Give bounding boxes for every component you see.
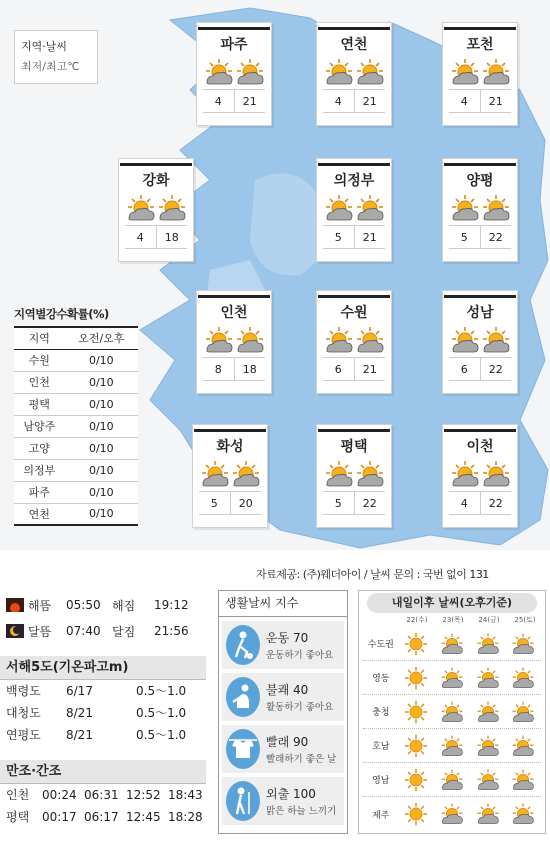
index-label: 불쾌 40 — [266, 683, 309, 697]
sun-cloud-icon — [157, 193, 187, 223]
max-temp: 22 — [488, 231, 503, 244]
tide-time: 12:52 — [126, 788, 161, 802]
sun-cloud-icon — [355, 325, 385, 355]
life-weather-index-panel — [218, 590, 348, 834]
sunrise-label: 해뜸 — [28, 598, 52, 613]
region-cell: 평택 — [14, 393, 65, 415]
island-name: 대청도 — [6, 706, 41, 720]
city-card-seongnam — [442, 290, 518, 394]
moonrise-label: 달뜸 — [28, 624, 52, 639]
sun-cloud-icon — [440, 734, 464, 758]
sun-cloud-icon — [235, 57, 265, 87]
region-cell: 고양 — [14, 437, 65, 459]
island-temp: 8/21 — [66, 706, 93, 720]
region-cell: 수원 — [14, 349, 65, 371]
table-row — [0, 680, 206, 702]
sun-cloud-icon — [324, 57, 354, 87]
index-label: 빨래 90 — [266, 735, 309, 749]
moonset-time: 21:56 — [154, 624, 189, 638]
sun-cloud-icon — [355, 193, 385, 223]
list-item — [222, 725, 344, 773]
tide-title: 만조·간조 — [0, 760, 206, 784]
index-label: 외출 100 — [266, 787, 316, 801]
min-temp: 4 — [323, 90, 355, 112]
list-item — [222, 621, 344, 669]
sun-cloud-icon — [440, 632, 464, 656]
table-row — [14, 415, 138, 437]
table-row — [363, 661, 541, 695]
rain-probability-title: 지역별강수확률(%) — [14, 307, 109, 321]
city-name: 연천 — [318, 27, 390, 54]
list-item — [222, 673, 344, 721]
city-name: 이천 — [444, 429, 516, 456]
region-name: 수도권 — [367, 640, 394, 650]
value-cell: 0/10 — [65, 437, 138, 459]
min-temp: 8 — [203, 358, 235, 380]
region-cell: 의정부 — [14, 459, 65, 481]
table-row — [14, 459, 138, 481]
max-temp: 22 — [488, 363, 503, 376]
city-name: 평택 — [318, 429, 390, 456]
sun-cloud-icon — [476, 802, 500, 826]
rain-probability-panel — [14, 306, 138, 526]
island-wave: 0.5～1.0 — [136, 706, 187, 720]
tide-time: 00:24 — [42, 788, 77, 802]
min-temp: 5 — [199, 492, 231, 514]
moonrise-time: 07:40 — [66, 624, 101, 638]
value-cell: 0/10 — [65, 371, 138, 393]
sunrise-time: 05:50 — [66, 598, 101, 612]
city-card-hwaseong — [192, 424, 268, 528]
sun-icon — [404, 700, 428, 724]
sun-cloud-icon — [511, 734, 535, 758]
value-cell: 0/10 — [65, 349, 138, 371]
table-row — [14, 349, 138, 371]
sun-cloud-icon — [511, 802, 535, 826]
sun-cloud-icon — [440, 666, 464, 690]
date-label: 24(금) — [478, 616, 500, 624]
city-card-uijeongbu — [316, 158, 392, 262]
island-wave: 0.5～1.0 — [136, 728, 187, 742]
tide-time: 18:43 — [168, 788, 203, 802]
min-temp: 5 — [323, 492, 355, 514]
sun-moon-sea-tide-panel — [0, 592, 206, 828]
table-row — [14, 481, 138, 503]
table-row — [0, 724, 206, 746]
city-name: 의정부 — [318, 163, 390, 190]
sun-icon — [404, 768, 428, 792]
region-name: 제주 — [372, 810, 390, 821]
max-temp: 18 — [242, 363, 257, 376]
sun-cloud-icon — [200, 459, 230, 489]
header-am-pm: 오전/오후 — [65, 327, 138, 349]
date-label: 23(목) — [442, 616, 464, 624]
max-temp: 22 — [362, 497, 377, 510]
city-name: 화성 — [194, 429, 266, 456]
min-temp: 6 — [449, 358, 481, 380]
sun-cloud-icon — [440, 700, 464, 724]
table-row — [14, 437, 138, 459]
region-name: 충청 — [372, 708, 390, 718]
date-label: 22(수) — [406, 616, 428, 624]
date-label: 25(토) — [514, 616, 536, 624]
region-cell: 인천 — [14, 371, 65, 393]
max-temp: 18 — [164, 231, 179, 244]
sun-cloud-icon — [450, 193, 480, 223]
max-temp: 22 — [488, 497, 503, 510]
sun-cloud-icon — [476, 666, 500, 690]
index-label: 운동 70 — [266, 631, 309, 645]
city-name: 강화 — [120, 163, 192, 190]
city-name: 수원 — [318, 295, 390, 322]
island-temp: 8/21 — [66, 728, 93, 742]
discomfort-icon — [229, 682, 257, 712]
min-temp: 5 — [449, 226, 481, 248]
sun-cloud-icon — [476, 734, 500, 758]
value-cell: 0/10 — [65, 459, 138, 481]
city-name: 양평 — [444, 163, 516, 190]
index-desc: 운동하기 좋아요 — [266, 650, 334, 661]
sun-icon — [404, 802, 428, 826]
sun-icon — [404, 632, 428, 656]
min-temp: 4 — [449, 90, 481, 112]
moonrise-icon — [6, 624, 24, 638]
min-temp: 4 — [125, 226, 157, 248]
sun-cloud-icon — [511, 666, 535, 690]
index-desc: 활동하기 좋아요 — [266, 702, 334, 713]
min-temp: 6 — [323, 358, 355, 380]
max-temp: 21 — [242, 95, 257, 108]
sun-row — [0, 592, 206, 618]
region-cell: 연천 — [14, 503, 65, 525]
sun-cloud-icon — [324, 325, 354, 355]
index-desc: 맑은 하늘 느끼기 — [266, 806, 337, 817]
table-row — [363, 763, 541, 797]
sun-cloud-icon — [231, 459, 261, 489]
sun-cloud-icon — [481, 325, 511, 355]
soccer-icon — [229, 630, 257, 660]
city-card-pocheon — [442, 22, 518, 126]
city-name: 성남 — [444, 295, 516, 322]
max-temp: 21 — [362, 363, 377, 376]
list-item — [222, 777, 344, 825]
island-name: 연평도 — [6, 728, 41, 742]
sun-cloud-icon — [204, 57, 234, 87]
sun-cloud-icon — [355, 57, 385, 87]
max-temp: 21 — [488, 95, 503, 108]
tomorrow-title: 내일이후 날씨(오후기준) — [367, 593, 537, 613]
outing-icon — [229, 786, 257, 816]
city-card-incheon — [196, 290, 272, 394]
city-name: 파주 — [198, 27, 270, 54]
table-row — [14, 393, 138, 415]
city-card-suwon — [316, 290, 392, 394]
table-row — [363, 729, 541, 763]
legend-title: 지역·날씨 — [21, 40, 68, 53]
sun-icon — [404, 734, 428, 758]
city-name: 인천 — [198, 295, 270, 322]
sun-cloud-icon — [476, 768, 500, 792]
table-row — [14, 503, 138, 525]
min-temp: 5 — [323, 226, 355, 248]
sun-cloud-icon — [450, 57, 480, 87]
moonset-label: 달짐 — [112, 624, 136, 639]
data-source-note: 자료제공: (주)웨더아이 / 날씨 문의 : 국번 없이 131 — [256, 568, 489, 581]
sunset-time: 19:12 — [154, 598, 189, 612]
table-row — [14, 371, 138, 393]
city-card-yangpyeong — [442, 158, 518, 262]
header-region: 지역 — [14, 327, 65, 349]
port-name: 인천 — [6, 788, 30, 802]
sun-cloud-icon — [511, 700, 535, 724]
sun-cloud-icon — [126, 193, 156, 223]
city-card-paju — [196, 22, 272, 126]
table-row — [363, 695, 541, 729]
life-index-title: 생활날씨 지수 — [219, 591, 347, 617]
sun-cloud-icon — [440, 768, 464, 792]
tide-time: 12:45 — [126, 810, 161, 824]
region-name: 영동 — [372, 674, 390, 684]
sun-cloud-icon — [440, 802, 464, 826]
city-card-ganghwa — [118, 158, 194, 262]
map-legend — [14, 30, 98, 84]
sunset-label: 해짐 — [112, 598, 136, 613]
sun-cloud-icon — [481, 459, 511, 489]
laundry-icon — [229, 734, 257, 764]
forecast-dates — [399, 613, 545, 627]
sea-title: 서해5도(기온파고m) — [0, 656, 206, 680]
sun-cloud-icon — [476, 700, 500, 724]
table-row — [363, 797, 541, 831]
island-name: 백령도 — [6, 684, 41, 698]
island-wave: 0.5～1.0 — [136, 684, 187, 698]
value-cell: 0/10 — [65, 393, 138, 415]
city-card-icheon — [442, 424, 518, 528]
sun-cloud-icon — [511, 632, 535, 656]
value-cell: 0/10 — [65, 481, 138, 503]
table-header-row — [14, 327, 138, 349]
max-temp: 20 — [238, 497, 253, 510]
min-temp: 4 — [203, 90, 235, 112]
max-temp: 21 — [362, 231, 377, 244]
table-row — [0, 702, 206, 724]
rain-probability-table — [14, 326, 138, 526]
value-cell: 0/10 — [65, 415, 138, 437]
min-temp: 4 — [449, 492, 481, 514]
sun-cloud-icon — [355, 459, 385, 489]
island-temp: 6/17 — [66, 684, 93, 698]
sun-cloud-icon — [476, 632, 500, 656]
sun-cloud-icon — [324, 193, 354, 223]
tide-time: 06:17 — [84, 810, 119, 824]
table-row — [0, 806, 206, 828]
city-name: 포천 — [444, 27, 516, 54]
table-row — [363, 627, 541, 661]
city-card-pyeongtaek — [316, 424, 392, 528]
tide-time: 06:31 — [84, 788, 119, 802]
tide-time: 18:28 — [168, 810, 203, 824]
sun-cloud-icon — [481, 57, 511, 87]
sun-cloud-icon — [511, 768, 535, 792]
max-temp: 21 — [362, 95, 377, 108]
sunrise-icon — [6, 598, 24, 612]
port-name: 평택 — [6, 810, 30, 824]
sun-cloud-icon — [235, 325, 265, 355]
sun-cloud-icon — [450, 459, 480, 489]
tide-time: 00:17 — [42, 810, 77, 824]
region-cell: 파주 — [14, 481, 65, 503]
city-card-yeoncheon — [316, 22, 392, 126]
sun-icon — [404, 666, 428, 690]
moon-row — [0, 618, 206, 644]
sun-cloud-icon — [481, 193, 511, 223]
index-desc: 빨래하기 좋은 날 — [266, 754, 337, 765]
region-name: 영남 — [372, 776, 390, 786]
value-cell: 0/10 — [65, 503, 138, 525]
region-name: 호남 — [372, 742, 390, 752]
sun-cloud-icon — [324, 459, 354, 489]
sun-cloud-icon — [450, 325, 480, 355]
tomorrow-forecast-panel — [358, 590, 546, 834]
legend-subtitle: 최저/최고℃ — [21, 60, 80, 73]
sun-cloud-icon — [204, 325, 234, 355]
region-cell: 남양주 — [14, 415, 65, 437]
table-row — [0, 784, 206, 806]
